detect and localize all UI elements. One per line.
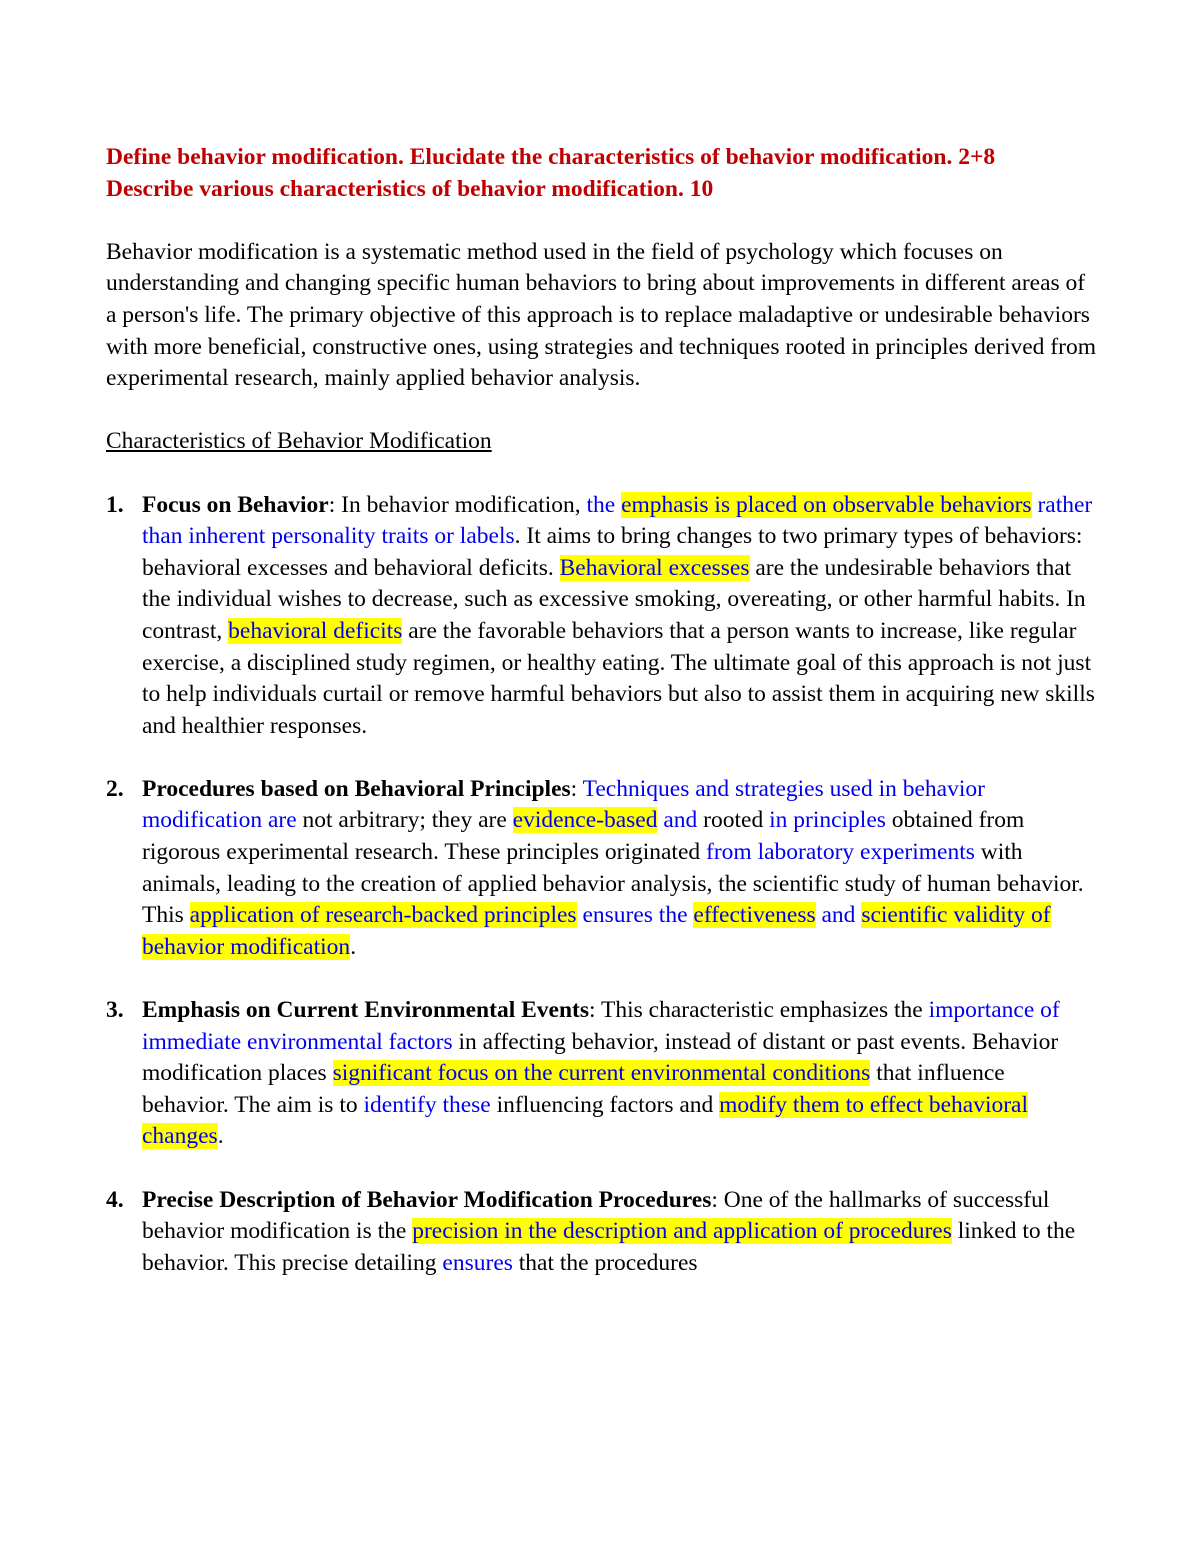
characteristics-list [106, 490, 1096, 1280]
item-body [142, 492, 1095, 739]
emphasis-text: and [815, 902, 862, 929]
item-number: 4. [106, 1186, 124, 1213]
item-number: 3. [106, 997, 124, 1024]
highlighted-text: Behavioral excesses [559, 554, 750, 581]
body-text: in affecting behavior, instead of distant or past events. Behavior modification places [142, 1028, 1059, 1087]
question-heading [106, 142, 1096, 205]
body-text: not arbitrary; they are [296, 807, 513, 834]
highlighted-text: application of research-backed principles [189, 902, 577, 929]
section-title: Characteristics of Behavior Modification [106, 428, 492, 455]
highlighted-text: evidence-based [512, 807, 658, 834]
list-item [106, 774, 1096, 964]
emphasis-text: and [657, 807, 698, 834]
highlighted-text: significant focus on the current environmental conditions [332, 1060, 871, 1087]
list-item [106, 1185, 1096, 1280]
highlighted-text: scientific validity of behavior modification [142, 902, 1051, 960]
item-body [142, 776, 1084, 960]
body-text: that the procedures [512, 1249, 698, 1276]
item-term: Emphasis on Current Environmental Events [142, 997, 590, 1024]
question-line-1: Define behavior modification. Elucidate the characteristics of behavior modification. 2+8 [106, 144, 996, 170]
list-item [106, 995, 1096, 1153]
highlighted-text: effectiveness [693, 902, 816, 929]
body-text: obtained from rigorous experimental research. These principles originated [142, 807, 1025, 866]
highlighted-text: emphasis is placed on observable behaviors [621, 491, 1032, 518]
highlighted-text: modify them to effect behavioral changes [142, 1091, 1029, 1150]
list-item [106, 490, 1096, 743]
body-text: : One of the hallmarks of successful behavior modification is the [142, 1186, 1050, 1245]
highlighted-text: precision in the description and application of procedures [412, 1218, 952, 1245]
body-text: are the favorable behaviors that a person wants to increase, like regular exercise, a disciplined study regimen, or healthy eating. The ultimate goal of this approach is not just to help individuals curtail or remove harmful behaviors but also to assist them in acquiring new skills and healthier responses. [142, 617, 1095, 739]
emphasis-text: the [586, 491, 622, 518]
item-number: 1. [106, 491, 124, 518]
intro-paragraph: Behavior modification is a systematic method used in the field of psychology which focuses on understanding and changing specific human behaviors to bring about improvements in different areas of a person's life. The primary objective of this approach is to replace maladaptive or undesirable behaviors with more beneficial, constructive ones, using strategies and techniques rooted in principles derived from experimental research, mainly applied behavior analysis. [106, 238, 1096, 392]
item-number: 2. [106, 775, 124, 802]
emphasis-text: importance of immediate environmental factors [142, 997, 1060, 1055]
body-text: . [217, 1123, 224, 1150]
item-term: Precise Description of Behavior Modification Procedures [142, 1186, 712, 1213]
body-text: linked to the behavior. This precise detailing [142, 1218, 1076, 1276]
emphasis-text: ensures the [576, 902, 694, 929]
body-text: influencing factors and [490, 1091, 720, 1118]
item-term: Procedures based on Behavioral Principles [142, 775, 571, 802]
body-text: are the undesirable behaviors that the individual wishes to decrease, such as excessive smoking, overeating, or other harmful habits. In contrast, [142, 554, 1086, 644]
emphasis-text: in principles [769, 807, 886, 834]
emphasis-text: ensures [442, 1249, 513, 1276]
body-text: : [570, 775, 583, 802]
body-text: that influence behavior. The aim is to [142, 1060, 1005, 1118]
highlighted-text: behavioral deficits [228, 617, 403, 644]
emphasis-text: Techniques and strategies used in behavior modification are [142, 775, 985, 834]
body-text: . It aims to bring changes to two primary types of behaviors: behavioral excesses and behavioral deficits. [142, 523, 1083, 581]
document-page [106, 142, 1096, 1311]
body-text: : In behavior modification, [328, 491, 587, 518]
body-text: : This characteristic emphasizes the [589, 997, 929, 1024]
body-text: . [350, 933, 357, 960]
body-text: with animals, leading to the creation of applied behavior analysis, the scientific study of human behavior. This [142, 839, 1084, 929]
emphasis-text: from laboratory experiments [706, 839, 975, 866]
emphasis-text: rather than inherent personality traits or labels [142, 491, 1093, 550]
item-term: Focus on Behavior [142, 491, 329, 518]
question-line-2: Describe various characteristics of behavior modification. 10 [106, 175, 714, 202]
body-text: rooted [697, 807, 770, 834]
emphasis-text: identify these [363, 1091, 491, 1118]
